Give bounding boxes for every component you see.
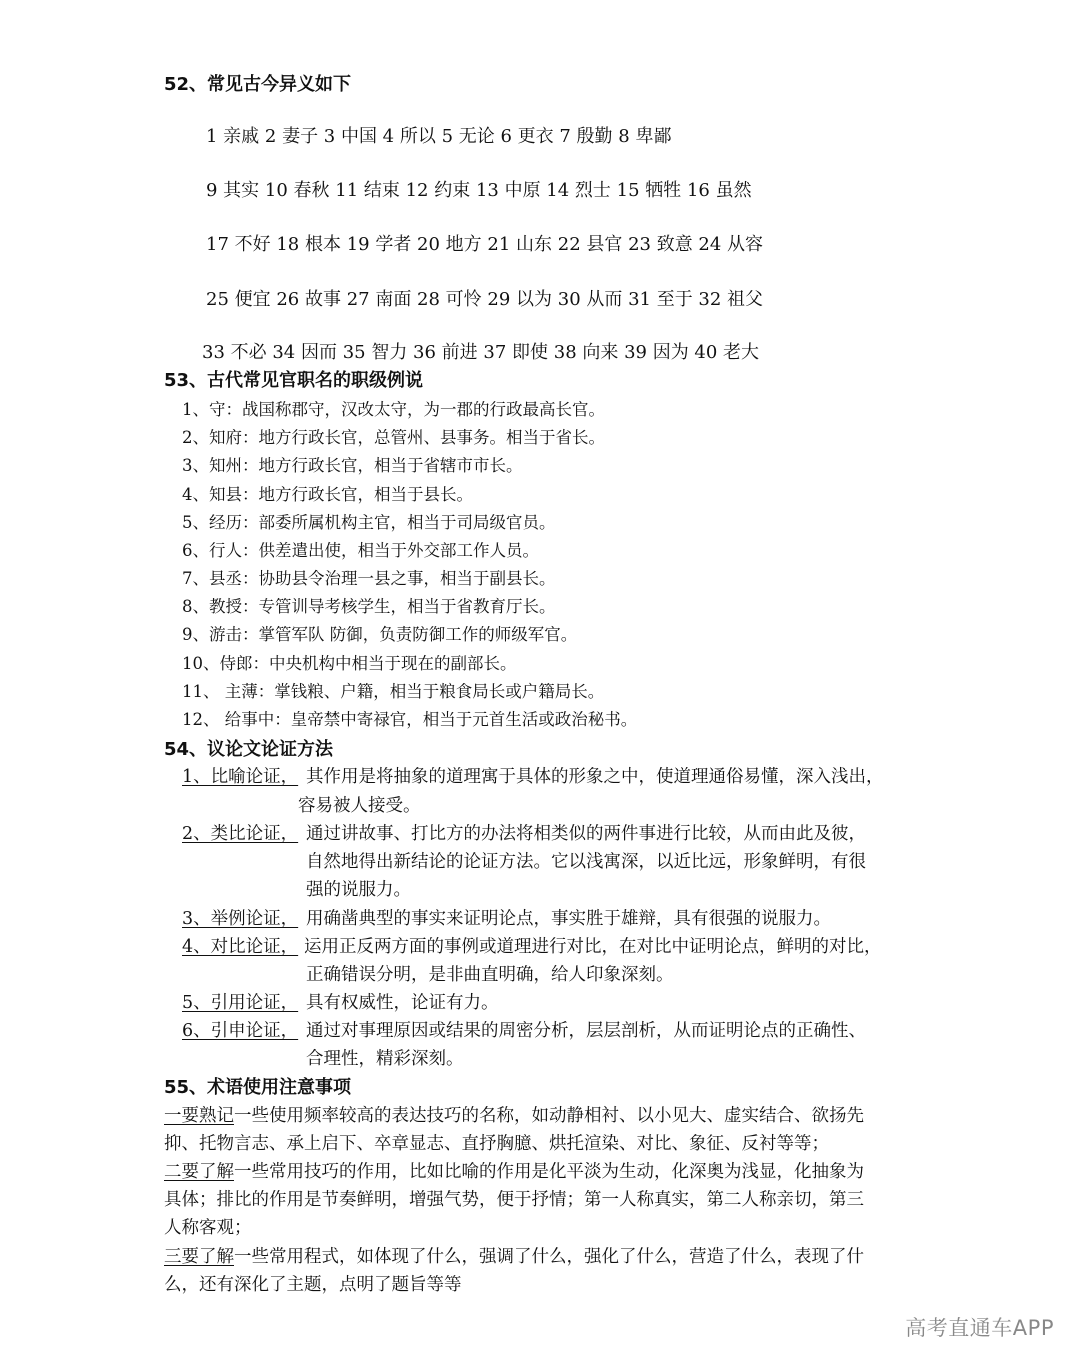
method-4-text-cont: 正确错误分明，是非曲直明确，给人印象深刻。: [306, 965, 674, 985]
official-item-7: 7、县丞：协助县令治理一县之事，相当于副县长。: [182, 569, 556, 588]
tip-2-line-1: 二要了解一些常用技巧的作用，比如比喻的作用是化平淡为生动，化深奥为浅显，化抽象为: [164, 1162, 864, 1182]
section-52-row-4: 25 便宜 26 故事 27 南面 28 可怜 29 以为 30 从而 31 至于 32 祖父: [206, 289, 764, 310]
official-item-11: 11、 主薄：掌钱粮、户籍，相当于粮食局长或户籍局长。: [182, 682, 605, 701]
tip-2-key: 二要了解: [164, 1162, 234, 1182]
method-1-text: 其作用是将抽象的道理寓于具体的形象之中，使道理通俗易懂，深入浅出，: [306, 767, 884, 787]
official-item-1: 1、守：战国称郡守，汉改太守，为一郡的行政最高长官。: [182, 400, 605, 419]
watermark: 高考直通车APP: [905, 1316, 1054, 1340]
method-2-text-cont-2: 强的说服力。: [306, 880, 411, 900]
method-6-text: 通过对事理原因或结果的周密分析，层层剖析，从而证明论点的正确性、: [306, 1021, 866, 1041]
method-3-text: 用确凿典型的事实来证明论点，事实胜于雄辩，具有很强的说服力。: [306, 909, 831, 929]
section-52-row-1: 1 亲戚 2 妻子 3 中国 4 所以 5 无论 6 更衣 7 殷勤 8 卑鄙: [206, 126, 672, 147]
section-52-row-3: 17 不好 18 根本 19 学者 20 地方 21 山东 22 县官 23 致意 24 从容: [206, 234, 764, 255]
method-5-text: 具有权威性，论证有力。: [306, 993, 499, 1013]
tip-2-line-3: 人称客观；: [164, 1218, 252, 1238]
official-item-2: 2、知府：地方行政长官，总管州、县事务。相当于省长。: [182, 428, 605, 447]
tip-1-line-2: 抑、托物言志、承上启下、卒章显志、直抒胸臆、烘托渲染、对比、象征、反衬等等；: [164, 1134, 829, 1154]
method-4-term: 4、对比论证，: [182, 937, 299, 957]
section-52-row-5: 33 不必 34 因而 35 智力 36 前进 37 即使 38 向来 39 因为 40 老大: [202, 342, 760, 363]
tip-3-line-1: 三要了解一些常用程式，如体现了什么，强调了什么，强化了什么，营造了什么，表现了什: [164, 1247, 864, 1267]
method-1-term: 1、比喻论证，: [182, 767, 299, 787]
tip-3-key: 三要了解: [164, 1247, 234, 1267]
method-2-term: 2、类比论证，: [182, 824, 299, 844]
section-54-heading: 54、议论文论证方法: [164, 739, 334, 760]
section-55-heading: 55、术语使用注意事项: [164, 1077, 352, 1098]
section-52-heading: 52、常见古今异义如下: [164, 74, 352, 95]
method-3-term: 3、举例论证，: [182, 909, 299, 929]
method-6-text-cont: 合理性，精彩深刻。: [306, 1049, 464, 1069]
method-2-text: 通过讲故事、打比方的办法将相类似的两件事进行比较，从而由此及彼，: [306, 824, 866, 844]
official-item-4: 4、知县：地方行政长官，相当于县长。: [182, 485, 473, 504]
method-5-term: 5、引用论证，: [182, 993, 299, 1013]
section-52-row-2: 9 其实 10 春秋 11 结束 12 约束 13 中原 14 烈士 15 牺牲 16 虽然: [206, 180, 752, 201]
tip-1-key: 一要熟记: [164, 1106, 234, 1126]
official-item-8: 8、教授：专管训导考核学生，相当于省教育厅长。: [182, 597, 556, 616]
official-item-6: 6、行人：供差遣出使，相当于外交部工作人员。: [182, 541, 539, 560]
tip-1-line-1: 一要熟记一些使用频率较高的表达技巧的名称，如动静相衬、以小见大、虚实结合、欲扬先: [164, 1106, 864, 1126]
method-6-term: 6、引申论证，: [182, 1021, 299, 1041]
official-item-12: 12、 给事中：皇帝禁中寄禄官，相当于元首生活或政治秘书。: [182, 710, 638, 729]
tip-3-line-2: 么，还有深化了主题，点明了题旨等等: [164, 1275, 462, 1295]
tip-2-line-2: 具体；排比的作用是节奏鲜明，增强气势，便于抒情；第一人称真实，第二人称亲切，第三: [164, 1190, 864, 1210]
official-item-9: 9、游击：掌管军队 防御，负责防御工作的师级军官。: [182, 625, 578, 644]
section-53-heading: 53、古代常见官职名的职级例说: [164, 370, 424, 391]
official-item-10: 10、侍郎：中央机构中相当于现在的副部长。: [182, 654, 517, 673]
method-1-text-cont: 容易被人接受。: [298, 796, 421, 816]
official-item-5: 5、经历：部委所属机构主官，相当于司局级官员。: [182, 513, 556, 532]
official-item-3: 3、知州：地方行政长官，相当于省辖市市长。: [182, 456, 523, 475]
method-4-text: 运用正反两方面的事例或道理进行对比，在对比中证明论点，鲜明的对比，: [304, 937, 882, 957]
method-2-text-cont-1: 自然地得出新结论的论证方法。它以浅寓深，以近比远，形象鲜明，有很: [306, 852, 866, 872]
